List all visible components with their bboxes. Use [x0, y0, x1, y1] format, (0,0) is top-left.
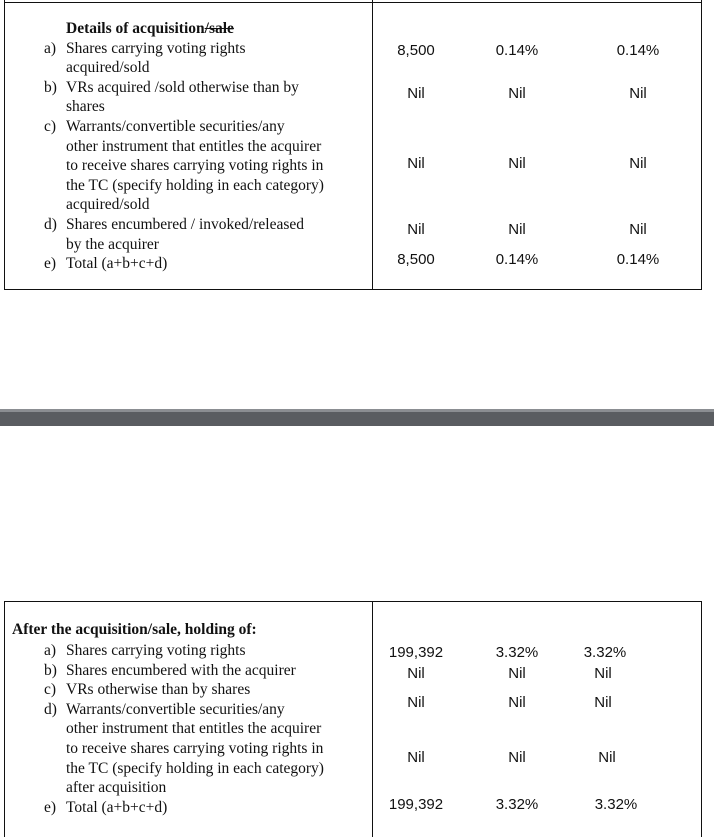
value-cell: 3.32%: [495, 796, 539, 813]
value-cell: 3.32%: [583, 644, 627, 661]
value-cell: Nil: [407, 665, 425, 682]
value-cell: 0.14%: [495, 42, 539, 59]
table-border-top: [4, 601, 702, 602]
list-item: b) Shares encumbered with the acquirer: [44, 661, 296, 679]
list-item: a) Shares carrying voting rights acquired/sold: [44, 39, 246, 77]
value-cell: 3.32%: [594, 796, 638, 813]
value-cell: 0.14%: [616, 42, 660, 59]
value-cell: Nil: [508, 694, 526, 711]
acquisition-details-description: [36, 19, 324, 274]
value-cell: Nil: [629, 221, 647, 238]
value-cell: Nil: [407, 749, 425, 766]
value-cell: 8,500: [397, 42, 435, 59]
table-column-divider: [372, 0, 373, 290]
value-cell: 199,392: [388, 796, 444, 813]
holding-description: [36, 641, 324, 817]
value-cell: Nil: [407, 694, 425, 711]
value-cell: Nil: [629, 85, 647, 102]
value-cell: Nil: [508, 155, 526, 172]
list-item: b) VRs acquired /sold otherwise than by shares: [44, 78, 299, 116]
value-cell: 3.32%: [495, 644, 539, 661]
list-item: e) Total (a+b+c+d): [44, 798, 168, 816]
table-border-left: [4, 601, 5, 837]
value-cell: Nil: [629, 155, 647, 172]
value-cell: Nil: [407, 155, 425, 172]
list-item: c) Warrants/convertible securities/any other instrument that entitles the acquirer to receive shares carrying voting rights in the TC (specify holding in each category) acquired/sold: [44, 117, 324, 214]
value-cell: 0.14%: [495, 251, 539, 268]
section-heading: After the acquisition/sale, holding of:: [12, 621, 257, 638]
value-cell: Nil: [508, 749, 526, 766]
value-cell: Nil: [407, 221, 425, 238]
value-cell: Nil: [508, 665, 526, 682]
value-cell: 0.14%: [616, 251, 660, 268]
value-cell: Nil: [594, 665, 612, 682]
table-border-bottom: [4, 289, 702, 290]
list-item: e) Total (a+b+c+d): [44, 255, 168, 273]
value-cell: Nil: [598, 749, 616, 766]
struck-text: /sale: [204, 20, 234, 37]
list-item: c) VRs otherwise than by shares: [44, 681, 251, 699]
table-border-left: [4, 0, 5, 290]
list-item: d) Shares encumbered / invoked/released by the acquirer: [44, 215, 305, 253]
value-cell: 8,500: [397, 251, 435, 268]
table-border-right: [701, 601, 702, 837]
table-column-divider: [372, 601, 373, 837]
value-cell: Nil: [508, 85, 526, 102]
value-cell: Nil: [407, 85, 425, 102]
value-cell: 199,392: [388, 644, 444, 661]
section-heading: Details of acquisition/sale: [66, 20, 234, 37]
table-border-top: [4, 2, 702, 3]
table-border-right: [701, 0, 702, 290]
page-separator: [0, 409, 714, 426]
value-cell: Nil: [594, 694, 612, 711]
value-cell: Nil: [508, 221, 526, 238]
list-item: a) Shares carrying voting rights: [44, 642, 246, 659]
list-item: d) Warrants/convertible securities/any other instrument that entitles the acquirer to receive shares carrying voting rights in the TC (specify holding in each category) after acquisition: [44, 700, 324, 797]
